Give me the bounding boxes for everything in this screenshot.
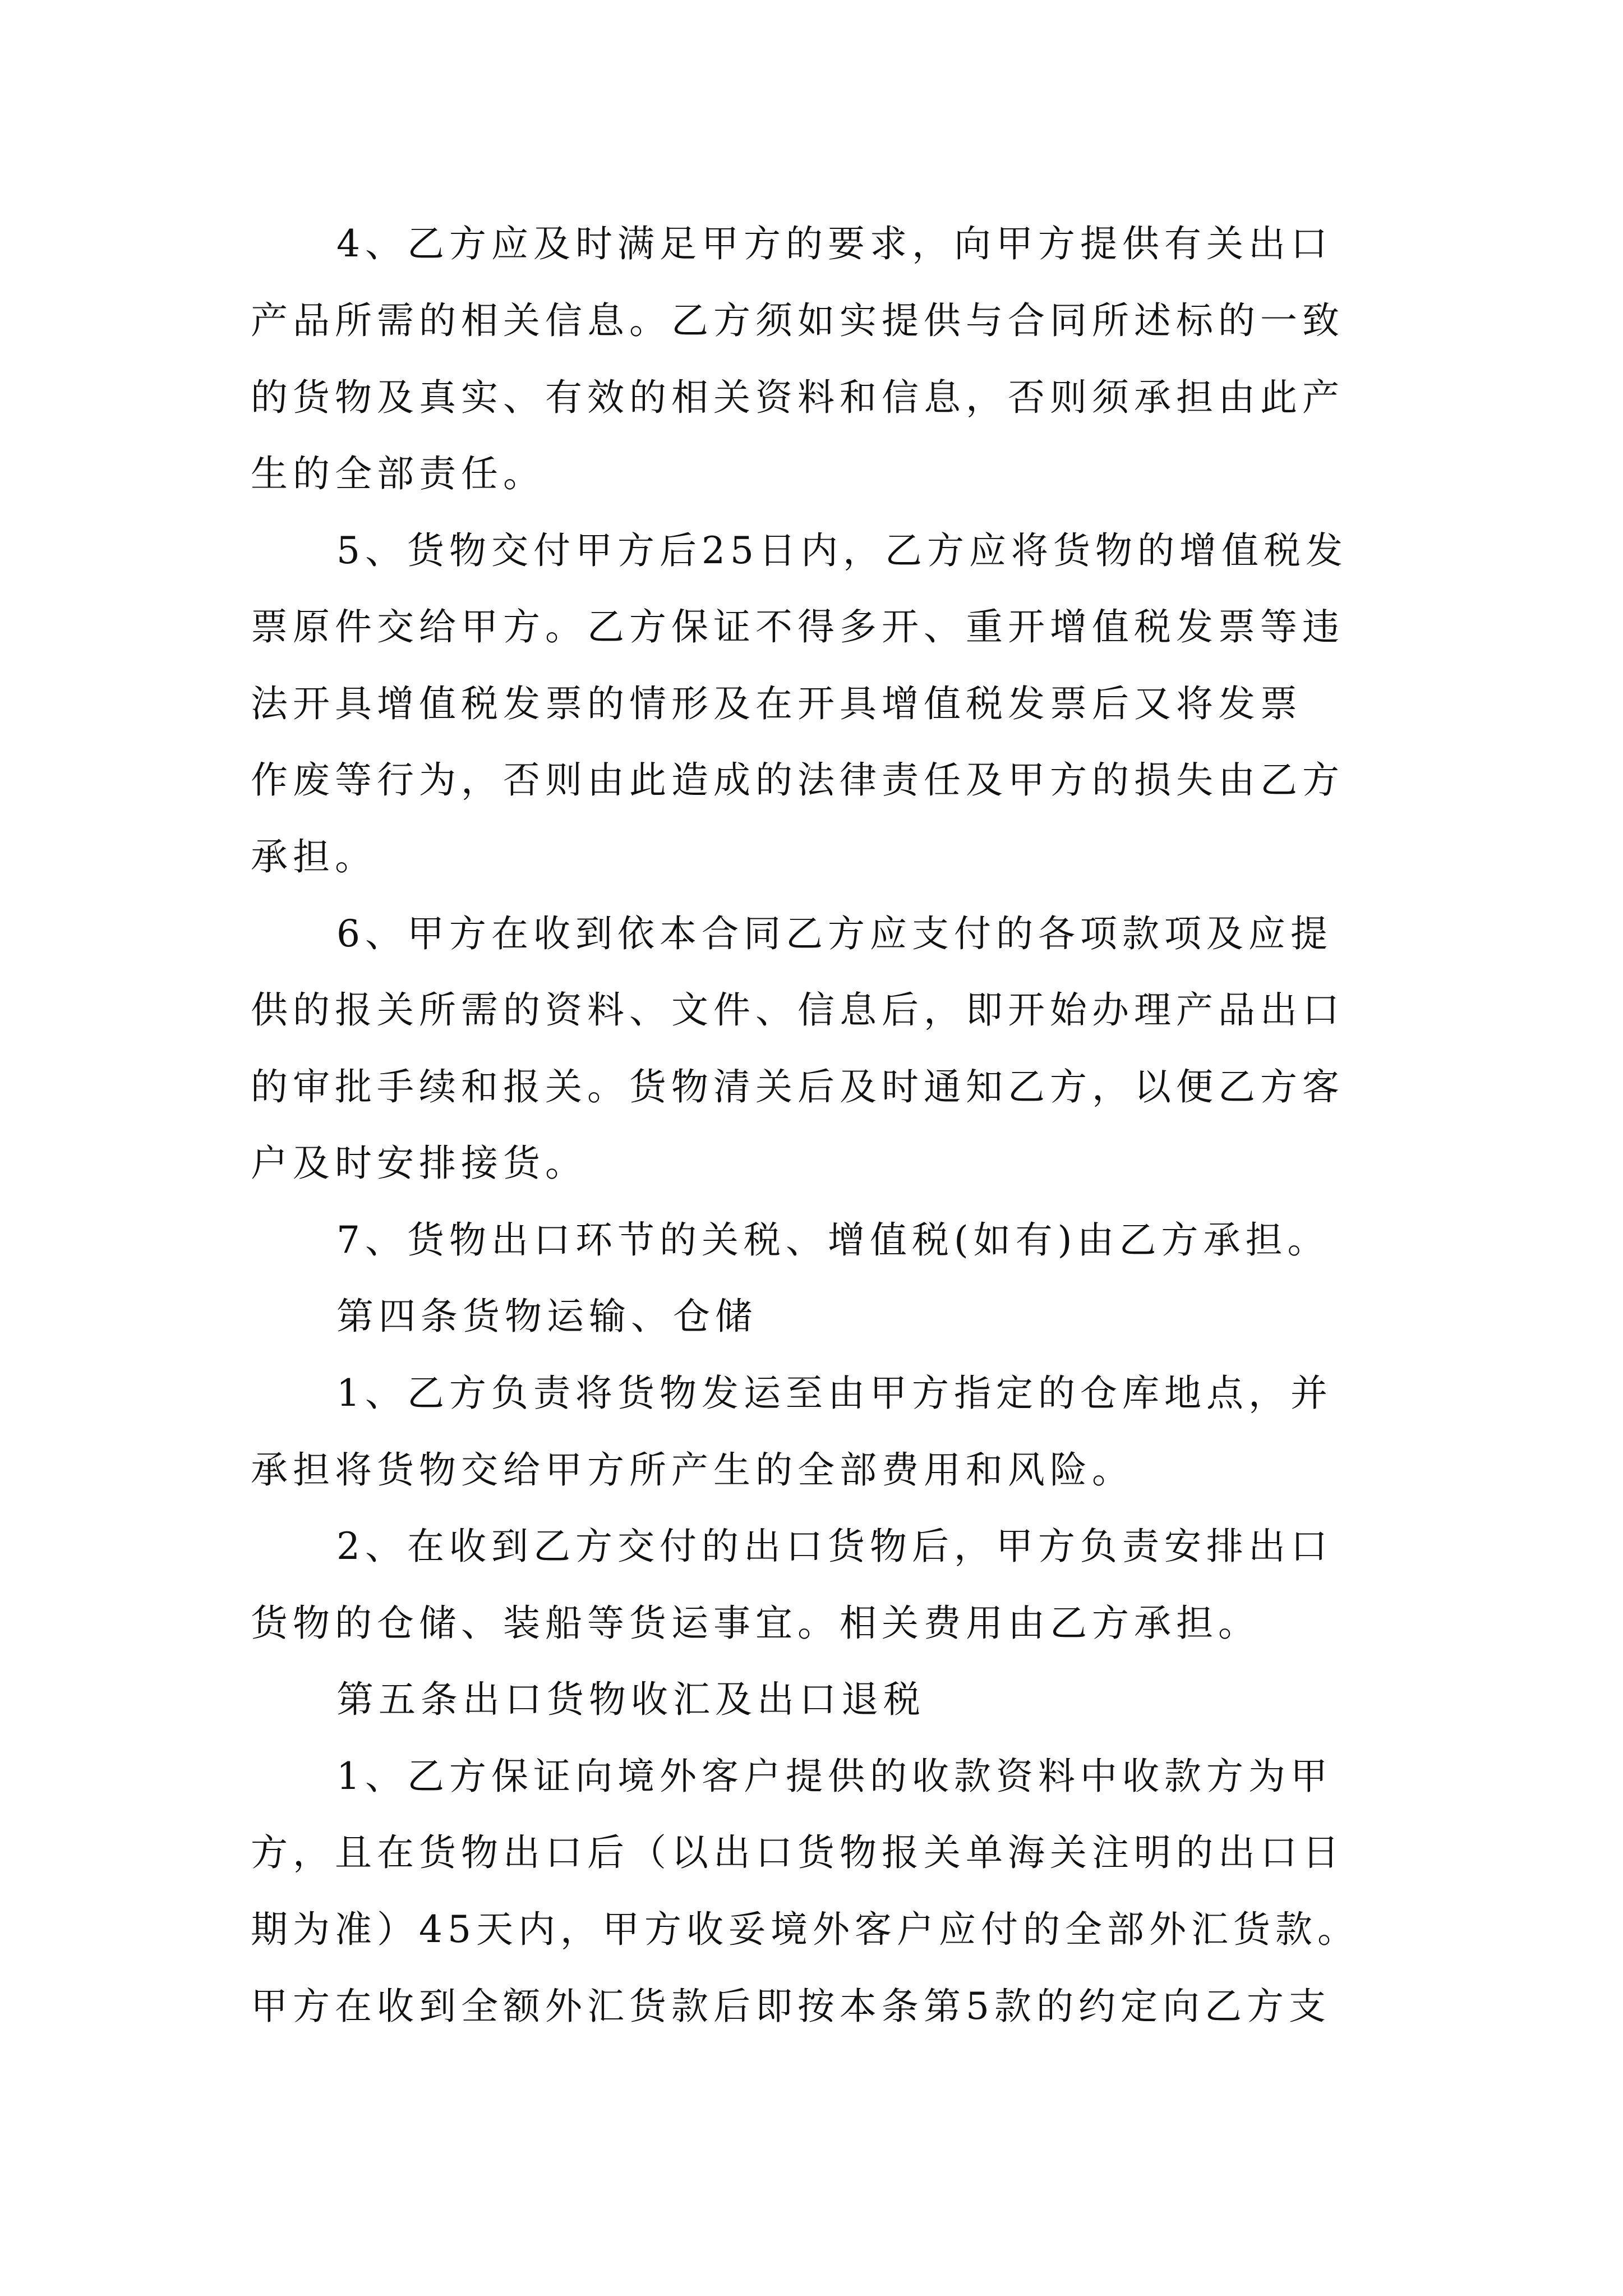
article-4-heading: 第四条货物运输、仓储 [336,1295,757,1338]
article-5-clause-1-line-1: 1、乙方保证向境外客户提供的收款资料中收款方为甲 [336,1755,1332,1798]
paragraph-4-line-1: 4、乙方应及时满足甲方的要求，向甲方提供有关出口 [336,222,1332,265]
paragraph-4-line-4: 生的全部责任。 [251,452,545,495]
article-4-clause-1-line-2: 承担将货物交给甲方所产生的全部费用和风险。 [251,1448,1134,1492]
article-4-clause-1-line-1: 1、乙方负责将货物发运至由甲方指定的仓库地点，并 [336,1372,1332,1415]
article-5-clause-1-line-2: 方，且在货物出口后（以出口货物报关单海关注明的出口日 [251,1831,1344,1874]
article-5-heading: 第五条出口货物收汇及出口退税 [336,1678,925,1721]
article-4-clause-2-line-1: 2、在收到乙方交付的出口货物后，甲方负责安排出口 [336,1525,1332,1568]
paragraph-5-line-4: 作废等行为，否则由此造成的法律责任及甲方的损失由乙方 [251,758,1344,802]
paragraph-6-line-3: 的审批手续和报关。货物清关后及时通知乙方，以便乙方客 [251,1065,1344,1108]
paragraph-5-line-1: 5、货物交付甲方后25日内，乙方应将货物的增值税发 [336,529,1348,572]
paragraph-5-line-5: 承担。 [251,835,377,878]
paragraph-6-line-4: 户及时安排接货。 [251,1142,587,1185]
paragraph-6-line-1: 6、甲方在收到依本合同乙方应支付的各项款项及应提 [336,912,1332,955]
article-5-clause-1-line-3: 期为准）45天内，甲方收妥境外客户应付的全部外汇货款。 [251,1908,1359,1951]
paragraph-4-line-2: 产品所需的相关信息。乙方须如实提供与合同所述标的一致 [251,299,1344,342]
paragraph-5-line-2: 票原件交给甲方。乙方保证不得多开、重开增值税发票等违 [251,605,1344,648]
article-4-clause-2-line-2: 货物的仓储、装船等货运事宜。相关费用由乙方承担。 [251,1602,1260,1645]
paragraph-7-line-1: 7、货物出口环节的关税、增值税(如有)由乙方承担。 [336,1218,1330,1262]
paragraph-4-line-3: 的货物及真实、有效的相关资料和信息，否则须承担由此产 [251,376,1344,419]
paragraph-6-line-2: 供的报关所需的资料、文件、信息后，即开始办理产品出口 [251,988,1344,1032]
article-5-clause-1-line-4: 甲方在收到全额外汇货款后即按本条第5款的约定向乙方支 [251,1985,1331,2028]
paragraph-5-line-3: 法开具增值税发票的情形及在开具增值税发票后又将发票 [251,682,1302,725]
